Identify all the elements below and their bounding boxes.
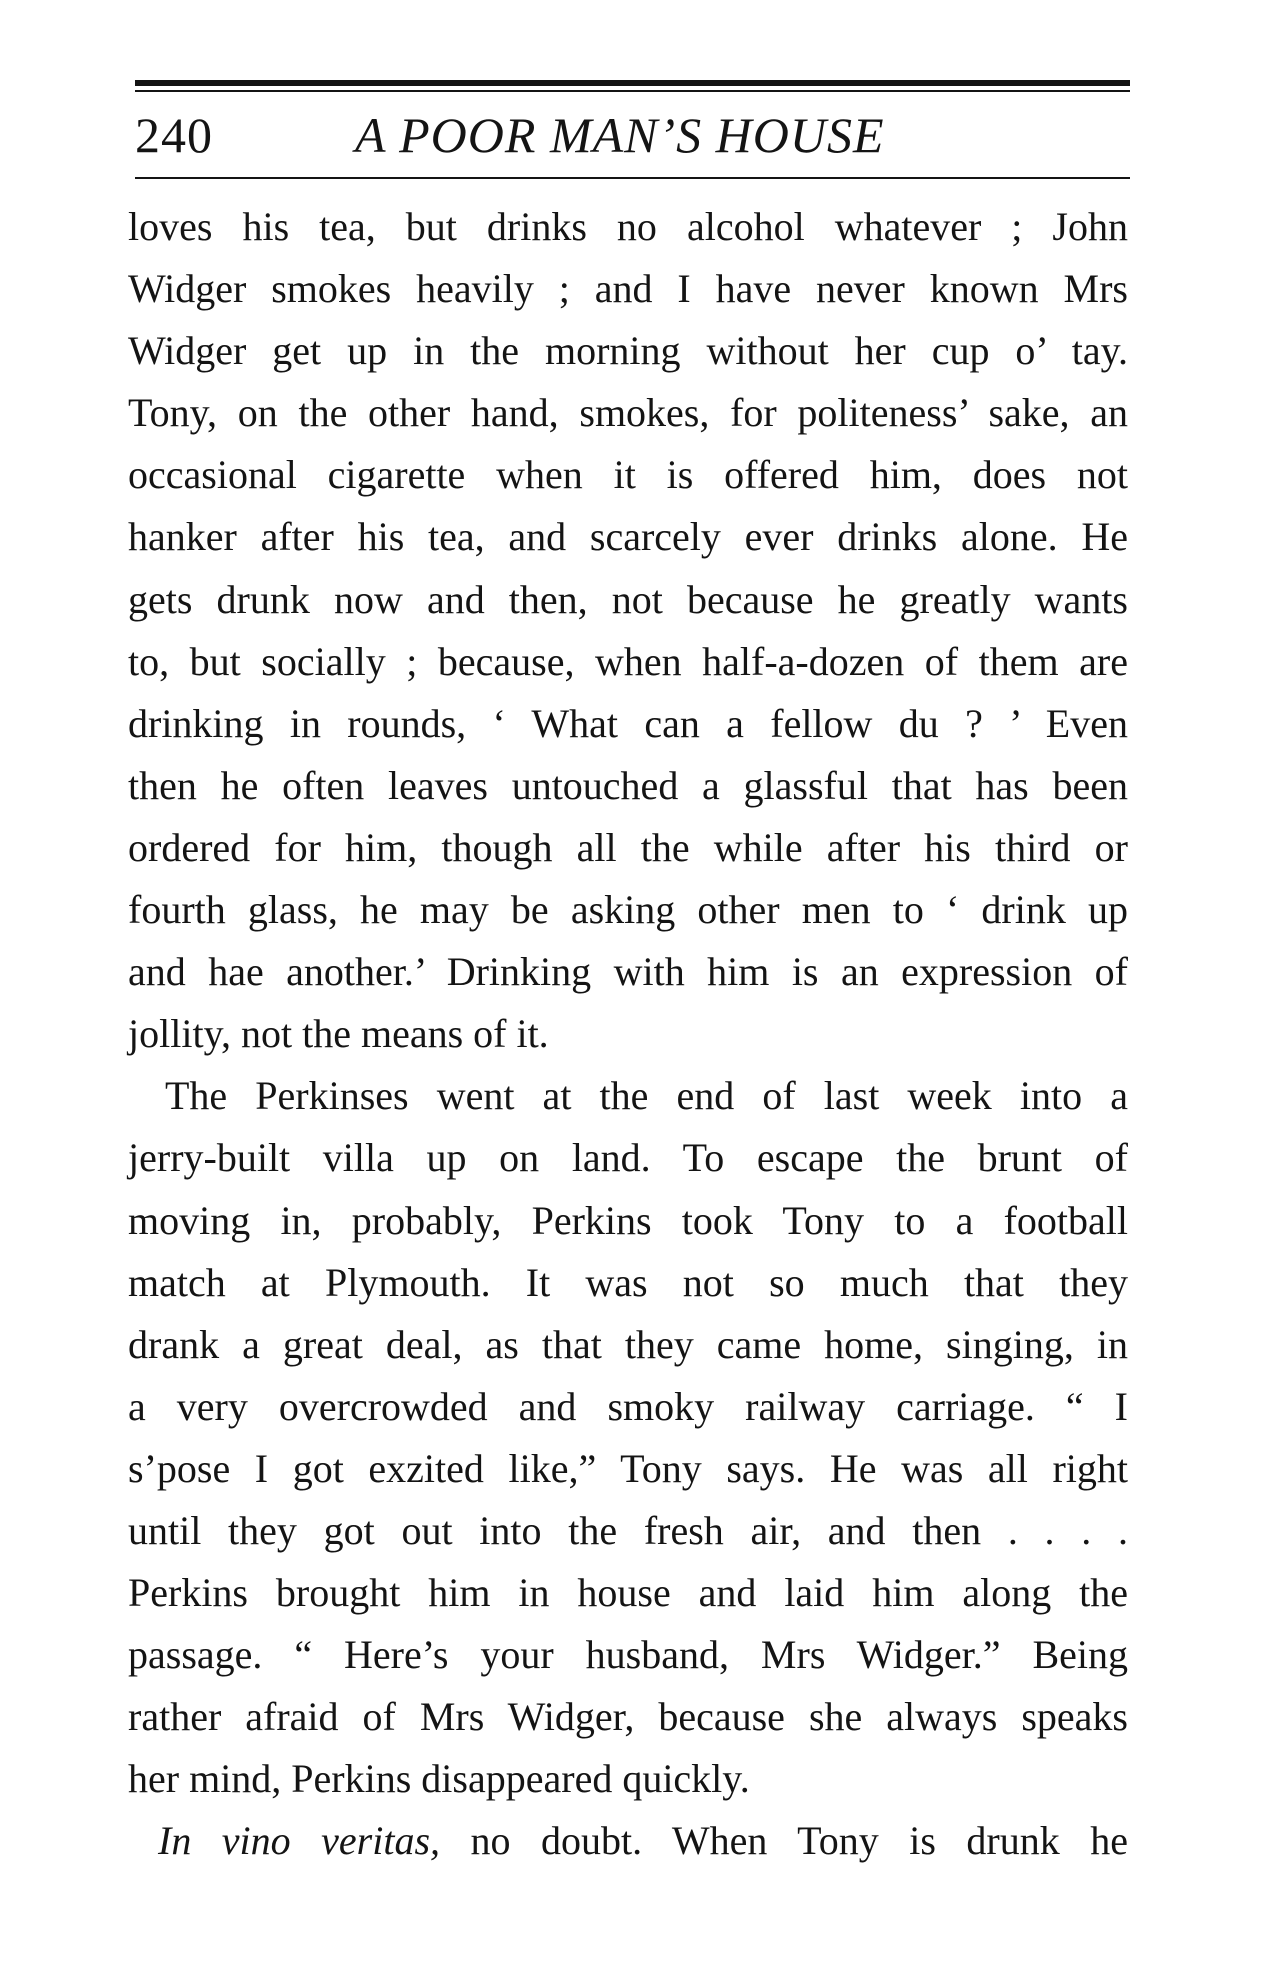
text-line: Tony, on the other hand, smokes, for politeness’ sake, an — [128, 390, 1128, 436]
text-line: rather afraid of Mrs Widger, because she always speaks — [128, 1694, 1128, 1740]
text-run: no doubt. When Tony is drunk he — [440, 1818, 1128, 1864]
text-line: until they got out into the fresh air, and then . . . . — [128, 1507, 1128, 1553]
header-rule-thick — [135, 80, 1130, 86]
body-text — [128, 196, 1128, 1873]
running-head — [135, 100, 1130, 180]
text-line — [128, 1810, 1128, 1872]
text-line: match at Plymouth. It was not so much that they — [128, 1259, 1128, 1305]
paragraph — [128, 1810, 1128, 1872]
running-title: A POOR MAN’S HOUSE — [355, 107, 885, 163]
text-line: jerry-built villa up on land. To escape the brunt of — [128, 1135, 1128, 1181]
paragraph — [128, 1065, 1128, 1810]
text-line: jollity, not the means of it. — [128, 1011, 549, 1057]
paragraph — [128, 196, 1128, 1065]
header-rule-thin — [135, 90, 1130, 92]
text-line: to, but socially ; because, when half-a-dozen of them are — [128, 638, 1128, 684]
text-line: passage. “ Here’s your husband, Mrs Widger.” Being — [128, 1632, 1128, 1678]
text-line: occasional cigarette when it is offered him, does not — [128, 452, 1128, 498]
text-line: ordered for him, though all the while after his third or — [128, 824, 1128, 870]
text-line: and hae another.’ Drinking with him is an expression of — [128, 949, 1128, 995]
text-line: Perkins brought him in house and laid him along the — [128, 1570, 1128, 1616]
text-line: s’pose I got exzited like,” Tony says. He was all right — [128, 1445, 1128, 1491]
text-line: Widger get up in the morning without her cup o’ tay. — [128, 328, 1128, 374]
italic-phrase: In vino veritas, — [158, 1818, 441, 1864]
text-line: The Perkinses went at the end of last week into a — [165, 1073, 1128, 1119]
header-rule-bottom — [135, 177, 1130, 179]
text-line: drinking in rounds, ‘ What can a fellow du ? ’ Even — [128, 700, 1128, 746]
text-line: fourth glass, he may be asking other men to ‘ drink up — [128, 887, 1128, 933]
text-line: moving in, probably, Perkins took Tony to a football — [128, 1197, 1128, 1243]
text-line: hanker after his tea, and scarcely ever drinks alone. He — [128, 514, 1128, 560]
page-number: 240 — [135, 107, 213, 163]
text-line: Widger smokes heavily ; and I have never known Mrs — [128, 266, 1128, 312]
text-line: drank a great deal, as that they came home, singing, in — [128, 1321, 1128, 1367]
text-line: a very overcrowded and smoky railway carriage. “ I — [128, 1383, 1128, 1429]
text-line: gets drunk now and then, not because he greatly wants — [128, 576, 1128, 622]
text-line: then he often leaves untouched a glassful that has been — [128, 762, 1128, 808]
text-line: her mind, Perkins disappeared quickly. — [128, 1756, 750, 1802]
text-line: loves his tea, but drinks no alcohol whatever ; John — [128, 204, 1128, 249]
